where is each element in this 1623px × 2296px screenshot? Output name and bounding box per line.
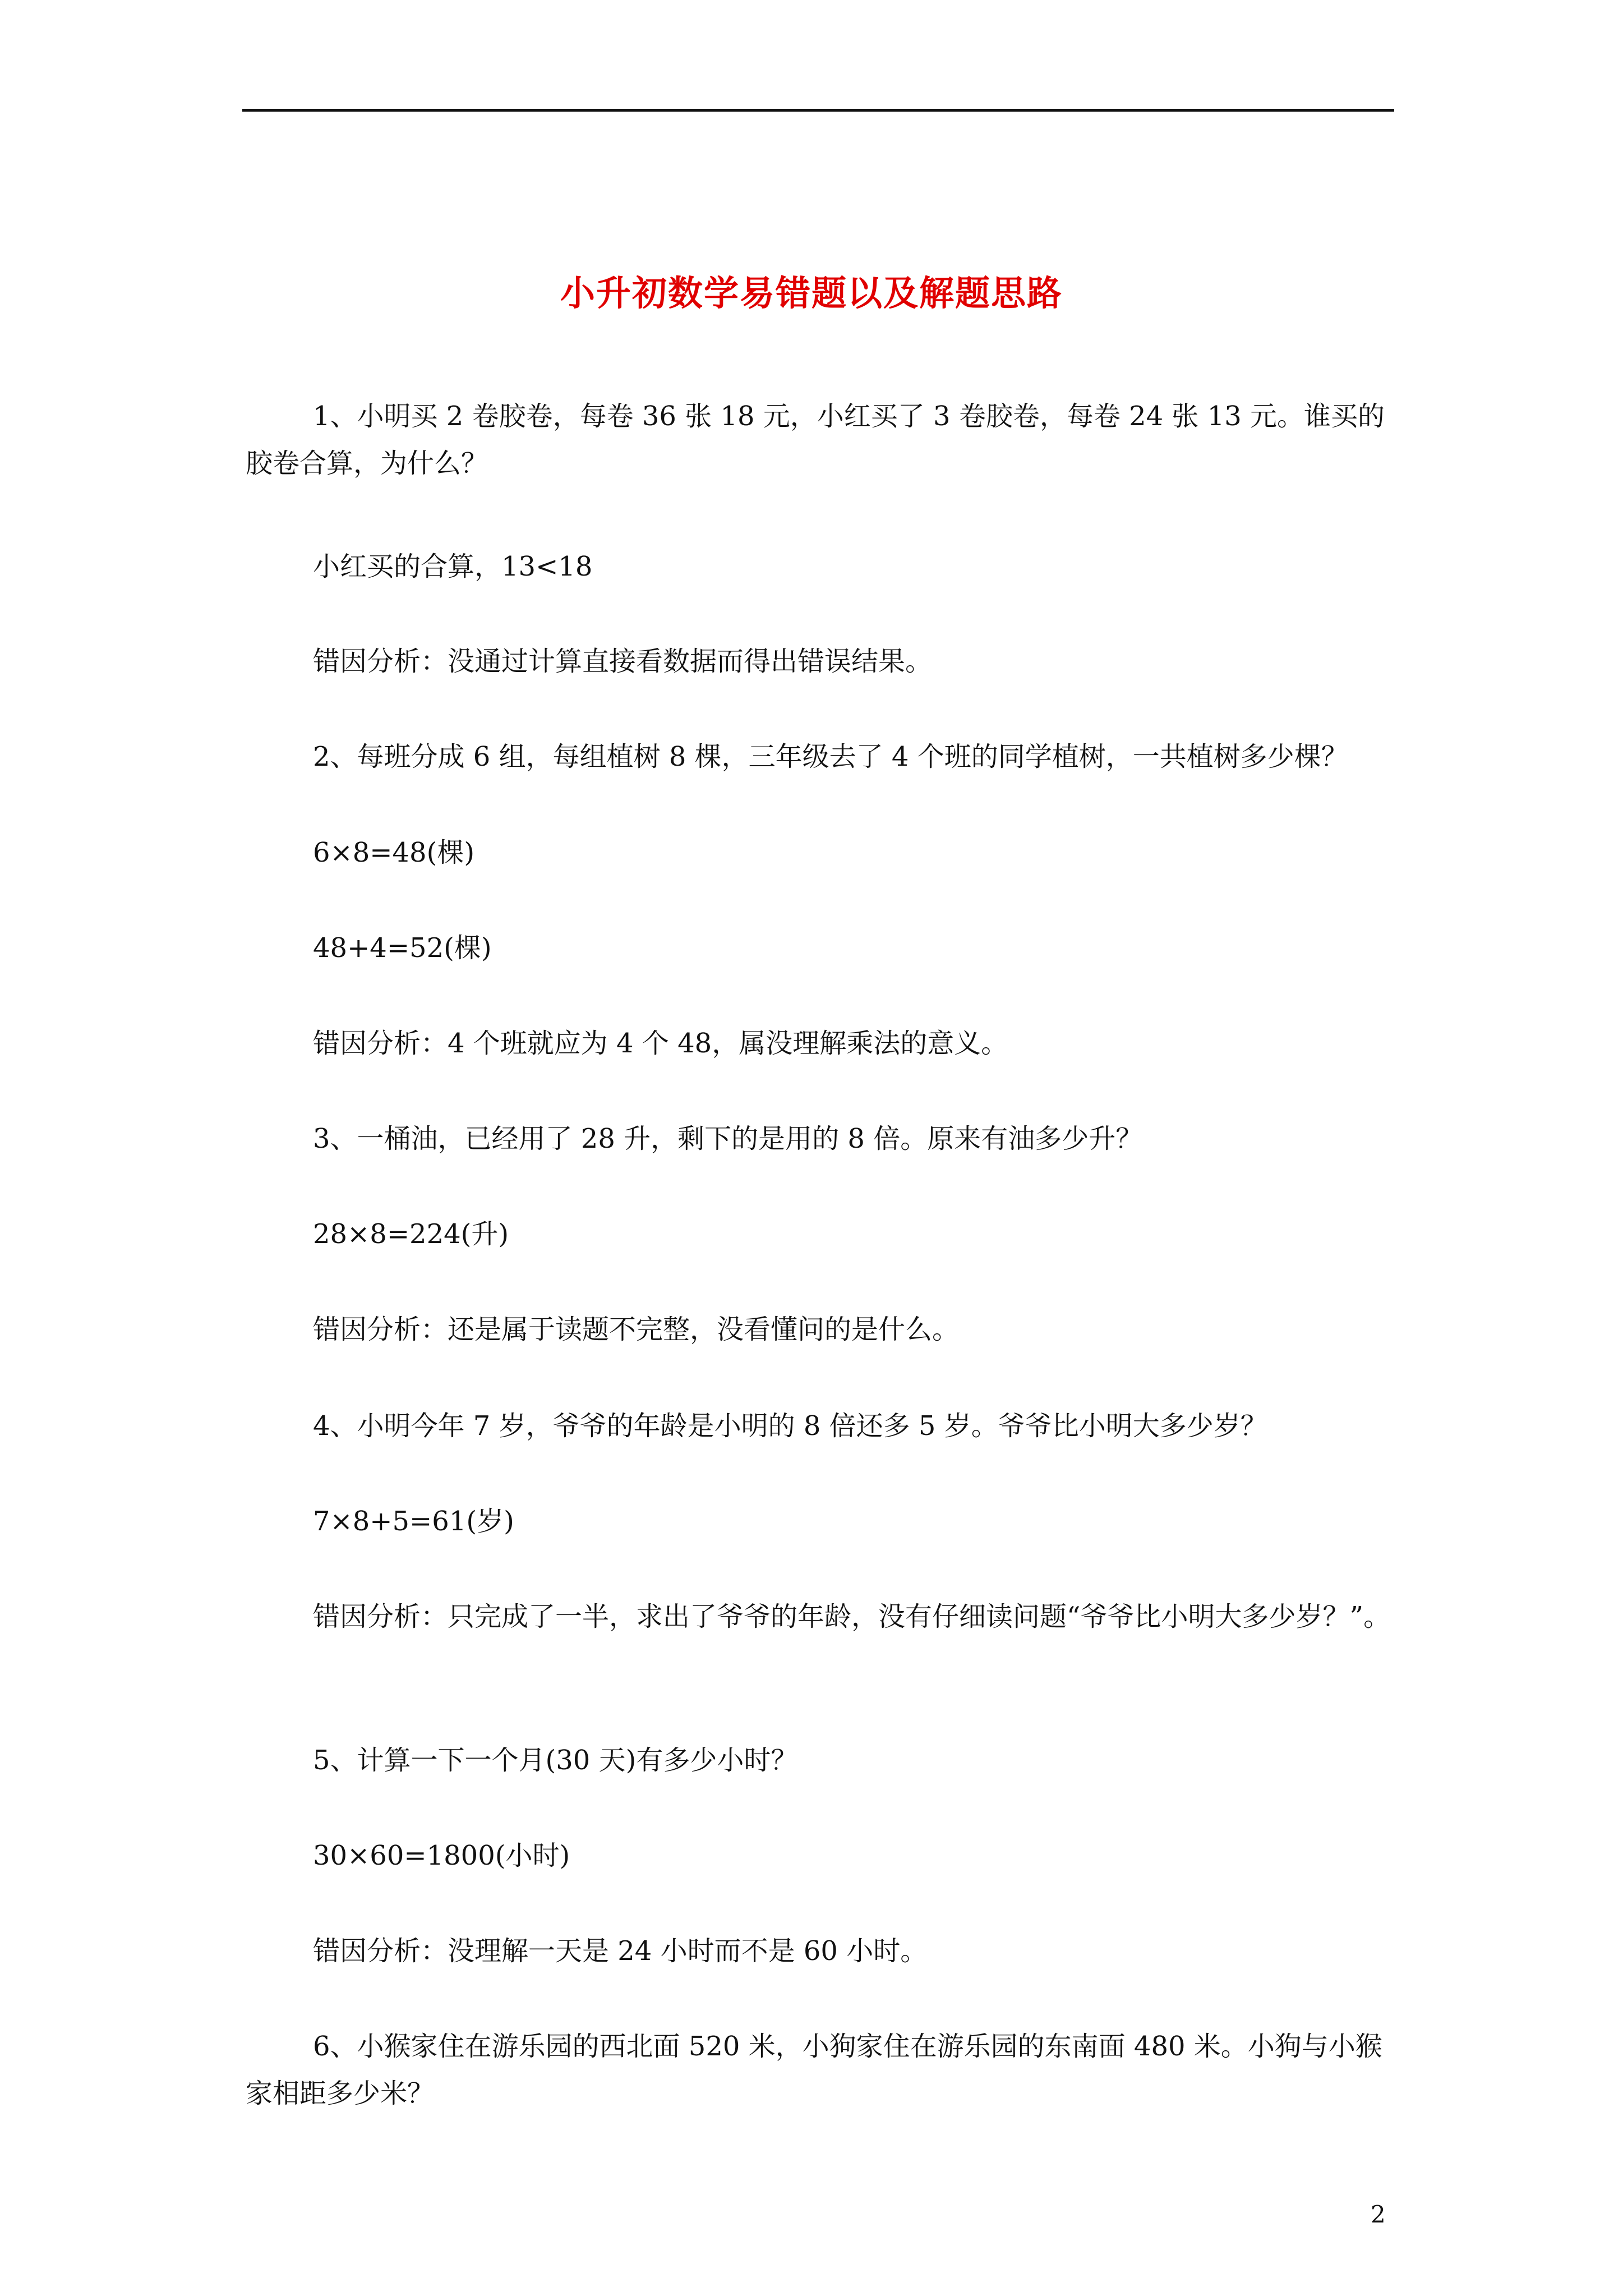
analysis-4-text: 错因分析：只完成了一半，求出了爷爷的年龄，没有仔细读问题“爷爷比小明大多少岁？”。: [313, 1601, 1391, 1632]
page-number: 2: [1371, 2201, 1386, 2228]
answer-4-text: 7×8+5=61(岁): [313, 1506, 514, 1537]
analysis-5-text: 错因分析：没理解一天是 24 小时而不是 60 小时。: [313, 1935, 928, 1967]
answer-2-step-2: 48+4=52(棵): [313, 932, 492, 964]
question-4-text: 4、小明今年 7 岁，爷爷的年龄是小明的 8 倍还多 5 岁。爷爷比小明大多少岁？: [313, 1410, 1267, 1442]
answer-1-text: 小红买的合算，13<18: [313, 551, 593, 582]
answer-3-text: 28×8=224(升): [313, 1218, 509, 1250]
question-3-text: 3、一桶油，已经用了 28 升，剩下的是用的 8 倍。原来有油多少升？: [313, 1123, 1143, 1154]
header-rule: [242, 109, 1394, 112]
question-1-text: 1、小明买 2 卷胶卷，每卷 36 张 18 元，小红买了 3 卷胶卷，每卷 24 张 13 元。谁买的胶卷合算，为什么？: [246, 401, 1385, 479]
analysis-3-text: 错因分析：还是属于读题不完整，没看懂问的是什么。: [313, 1314, 960, 1345]
question-5-text: 5、计算一下一个月(30 天)有多少小时？: [313, 1745, 798, 1776]
question-6-text: 6、小猴家住在游乐园的西北面 520 米，小狗家住在游乐园的东南面 480 米。小狗与小猴家相距多少米？: [246, 2031, 1382, 2109]
question-2-text: 2、每班分成 6 组，每组植树 8 棵，三年级去了 4 个班的同学植树，一共植树多少棵？: [313, 741, 1348, 772]
analysis-1-text: 错因分析：没通过计算直接看数据而得出错误结果。: [313, 646, 933, 677]
answer-2-step-1: 6×8=48(棵): [313, 837, 475, 868]
answer-5-text: 30×60=1800(小时): [313, 1840, 570, 1871]
document-title: 小升初数学易错题以及解题思路: [560, 273, 1063, 314]
analysis-2-text: 错因分析：4 个班就应为 4 个 48，属没理解乘法的意义。: [313, 1028, 1008, 1059]
